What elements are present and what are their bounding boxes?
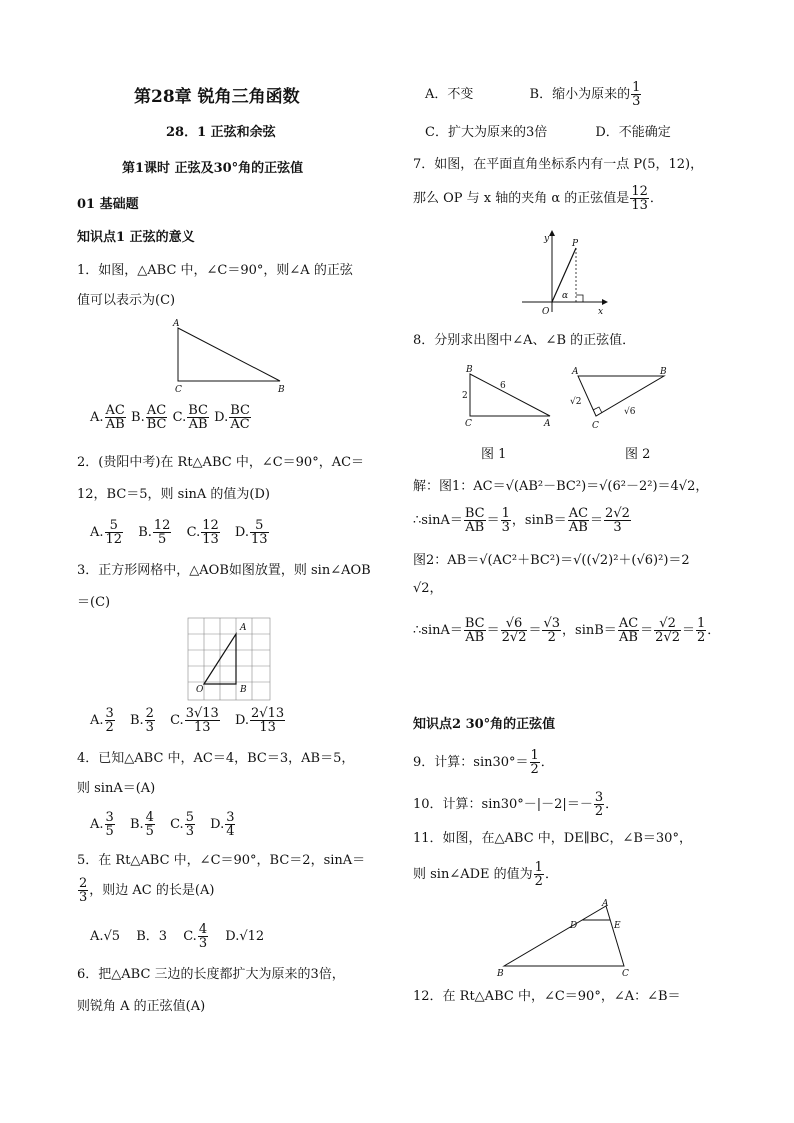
solution-line3: 图2：AB＝√(AC²＋BC²)＝√((√2)²＋(√6)²)＝2 <box>413 553 690 568</box>
q8-fig2-label-b: B <box>660 367 667 377</box>
chapter-title: 第28章 锐角三角函数 <box>134 87 300 107</box>
q3-line1: 3．正方形网格中，△AOB如图放置，则 sin∠AOB <box>77 563 371 578</box>
q8-fig1-label-6: 6 <box>500 381 506 391</box>
q6-line1: 6．把△ABC 三边的长度都扩大为原来的3倍， <box>77 967 345 982</box>
q7-coordinate-figure <box>518 228 608 318</box>
q8-fig1-label-b: B <box>466 365 473 375</box>
q4-line1: 4．已知△ABC 中，AC＝4，BC＝3，AB＝5， <box>77 751 355 766</box>
q1-options: A. $\frac{AC}{AB}$ B. $\frac{AC}{BC}$ C. $\frac{BC}{AB}$ D. $\frac{BC}{AC}$ <box>90 403 250 432</box>
q8-fig1-label-2: 2 <box>462 391 468 401</box>
q1-line1: 1．如图，△ABC 中，∠C＝90°，则∠A 的正弦 <box>77 263 353 278</box>
q2-line1: 2．(贵阳中考)在 Rt△ABC 中，∠C＝90°，AC＝ <box>77 455 365 470</box>
q11-line1: 11．如图，在△ABC 中，DE∥BC，∠B＝30°， <box>413 831 692 846</box>
q8-fig1-label-a: A <box>544 419 551 429</box>
q8-fig2-label-a: A <box>572 367 579 377</box>
q7-fig-label-alpha: α <box>562 291 569 301</box>
q6-options-ab: A．不变 B．缩小为原来的 $\frac{1}{3}$ <box>425 80 641 109</box>
q7-fig-label-o: O <box>542 307 550 317</box>
q2-line2: 12，BC＝5，则 sinA 的值为(D) <box>77 487 270 502</box>
q11-fig-label-b: B <box>497 969 504 979</box>
q3-fig-label-b: B <box>240 685 247 695</box>
q7-line2: 那么 OP 与 x 轴的夹角 α 的正弦值是 $\frac{12}{13}$ ． <box>413 184 663 213</box>
q4-line2: 则 sinA＝(A) <box>77 781 156 796</box>
q6-line2: 则锐角 A 的正弦值(A) <box>77 999 206 1014</box>
solution-line1: 解：图1：AC＝√(AB²－BC²)＝√(6²－2²)＝4√2， <box>413 479 709 494</box>
q3-fig-label-o: O <box>196 685 204 695</box>
q1-figure <box>170 318 290 394</box>
solution-line5: ∴sinA＝ $\frac{BC}{AB}$ ＝ $\frac{√6}{2√2}$ ＝ $\frac{√3}{2}$ ，sinB＝ $\frac{AC}{AB}$ ＝ $\frac{√2}{2√2}$ ＝ $\frac{1}{2}$ ． <box>413 616 721 645</box>
q11-line2: 则 sin∠ADE 的值为 $\frac{1}{2}$ ． <box>413 860 558 889</box>
q1-line2: 值可以表示为(C) <box>77 293 176 308</box>
q1-fig-label-b: B <box>278 385 285 395</box>
knowledge-point-1: 知识点1 正弦的意义 <box>77 230 195 245</box>
q8-fig1-label-c: C <box>465 419 472 429</box>
q7-fig-label-x: x <box>598 307 604 317</box>
q7-line1: 7．如图，在平面直角坐标系内有一点 P(5，12)， <box>413 157 704 172</box>
q10: 10．计算：sin30°－|－2|＝－ $\frac{3}{2}$ ． <box>413 790 619 819</box>
q12-line: 12．在 Rt△ABC 中，∠C＝90°，∠A：∠B＝ <box>413 989 681 1004</box>
q8-fig2-label-c: C <box>592 421 599 431</box>
q11-fig-label-d: D <box>570 921 578 931</box>
q11-fig-label-e: E <box>614 921 621 931</box>
q5-line2: $\frac{2}{3}$ ，则边 AC 的长是(A) <box>79 876 215 905</box>
q3-fig-label-a: A <box>240 623 247 633</box>
fig2-caption: 图 2 <box>625 447 651 462</box>
q1-fig-label-a: A <box>173 319 180 329</box>
solution-line4: √2， <box>413 581 443 596</box>
q8-line: 8．分别求出图中∠A、∠B 的正弦值． <box>413 333 636 348</box>
q8-fig2-label-sqrt2: √2 <box>570 397 582 407</box>
q6-options-cd: C．扩大为原来的3倍 D．不能确定 <box>425 125 671 140</box>
solution-line2: ∴sinA＝ $\frac{BC}{AB}$ ＝ $\frac{1}{3}$ ，sinB＝ $\frac{AC}{AB}$ ＝ $\frac{2√2}{3}$ <box>413 506 630 535</box>
q2-options: A. $\frac{5}{12}$ B. $\frac{12}{5}$ C. $\frac{12}{13}$ D. $\frac{5}{13}$ <box>90 518 268 547</box>
q5-options: A.√5 B．3 C. $\frac{4}{3}$ D.√12 <box>90 922 265 951</box>
q11-figure <box>496 898 642 980</box>
part-label: 01 基础题 <box>77 197 139 212</box>
q3-grid-figure <box>186 616 276 698</box>
q11-fig-label-a: A <box>602 899 609 909</box>
lesson-title: 第1课时 正弦及30°角的正弦值 <box>122 161 304 176</box>
q3-options: A. $\frac{3}{2}$ B. $\frac{2}{3}$ C. $\frac{3√13}{13}$ D. $\frac{2√13}{13}$ <box>90 706 285 735</box>
q5-line1: 5．在 Rt△ABC 中，∠C＝90°，BC＝2，sinA＝ <box>77 853 366 868</box>
q3-line2: ＝(C) <box>77 595 111 610</box>
q9: 9．计算：sin30°＝ $\frac{1}{2}$ ． <box>413 748 554 777</box>
q4-options: A. $\frac{3}{5}$ B. $\frac{4}{5}$ C. $\frac{5}{3}$ D. $\frac{3}{4}$ <box>90 810 235 839</box>
q7-fig-label-p: P <box>572 239 579 249</box>
q8-figure-2 <box>566 364 676 430</box>
knowledge-point-2: 知识点2 30°角的正弦值 <box>413 717 556 732</box>
q7-fig-label-y: y <box>544 234 550 244</box>
q11-fig-label-c: C <box>622 969 629 979</box>
section-title: 28．1 正弦和余弦 <box>166 125 276 140</box>
q8-fig2-label-sqrt6: √6 <box>624 407 636 417</box>
fig1-caption: 图 1 <box>481 447 507 462</box>
q1-fig-label-c: C <box>175 385 182 395</box>
q8-figure-1 <box>460 364 560 430</box>
